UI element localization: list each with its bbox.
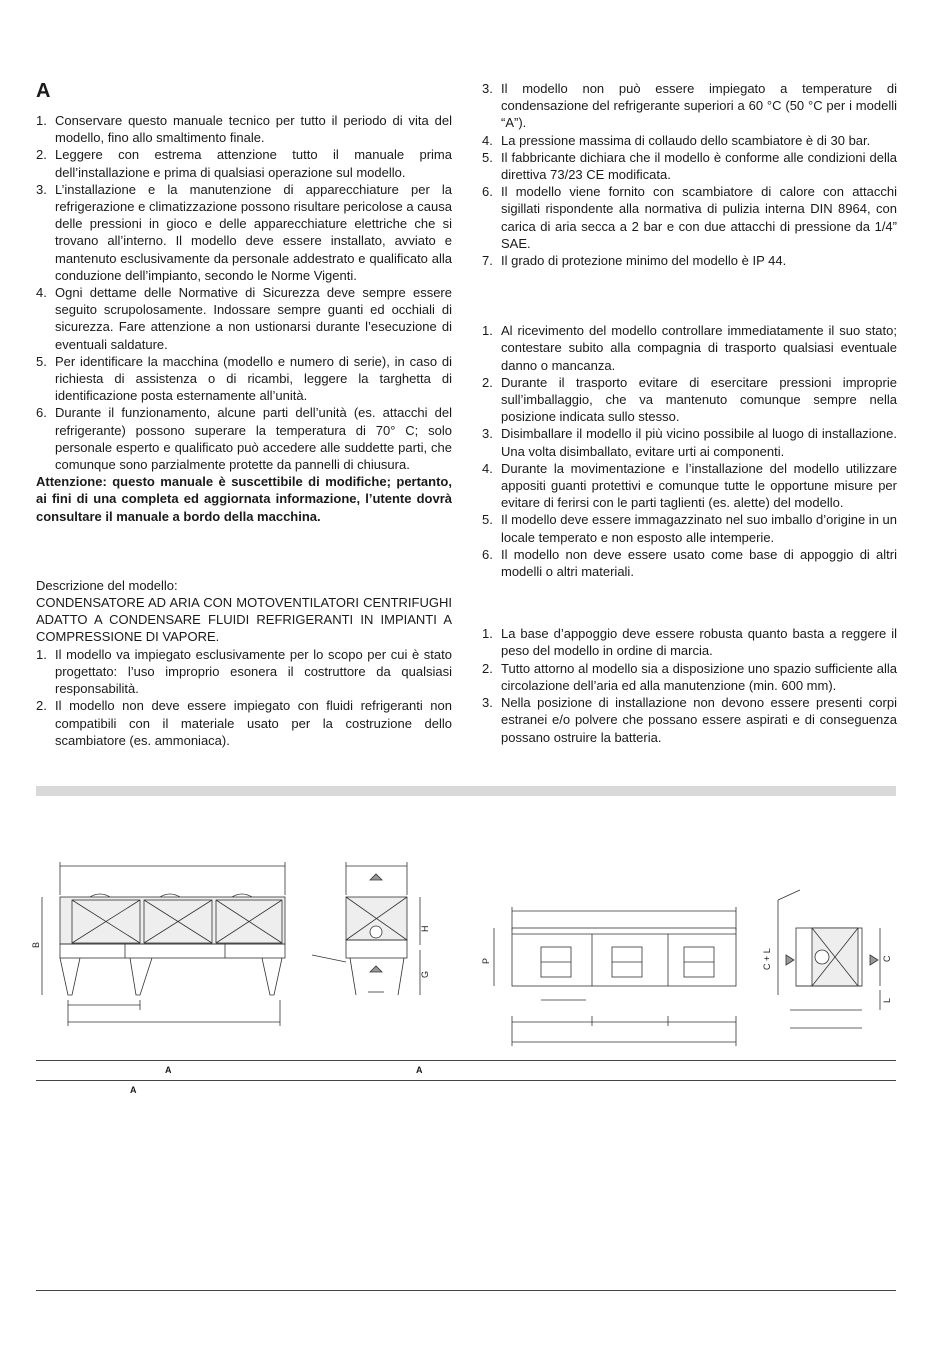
list-item: 6. Il modello non deve essere usato come base di appoggio di altri modelli o altri materiali. [482,546,897,580]
list-item: 6. Durante il funzionamento, alcune parti dell’unità (es. attacchi del refrigerante) possono superare la temperatura di 70° C; solo personale esperto e qualificato può accedere alle suddette parti, che comunque sono parzialmente protette da pannelli di chiusura. [36,405,452,473]
list-item: 1. Conservare questo manuale tecnico per tutto il periodo di vita del modello, fino allo smaltimento finale. [36,113,452,146]
list-item: 2. Leggere con estrema attenzione tutto il manuale prima dell’installazione e prima di qualsiasi operazione sul modello. [36,147,452,180]
dim-label-b: B [31,941,41,948]
list-item: 5. Il modello deve essere immagazzinato nel suo imballo d’origine in un locale temperato e non esposto alle intemperie. [482,512,897,545]
dim-label-c: C [882,955,892,962]
table-header-rule [36,1080,896,1081]
table-top-rule [36,1060,896,1061]
top-view-drawing [494,907,736,1046]
list-item: 1. Il modello va impiegato esclusivamente per lo scopo per cui è stato progettato: l’uso improprio esonera il costruttore da qualsiasi responsabilità. [36,646,452,697]
list-item: 5. Per identificare la macchina (modello e numero di serie), in caso di richiesta di assistenza o di ricambi, leggere la targhetta di identificazione posta esternamente all’unità. [36,353,452,404]
section-view-drawing [778,890,880,1028]
dim-label-h: H [420,925,430,932]
dim-label-c-plus-l: C + L [762,948,772,970]
list-item: 4. La pressione massima di collaudo dello scambiatore è di 30 bar. [482,132,871,148]
model-description-label: Descrizione del modello: [36,577,178,593]
dim-label-l: L [882,997,892,1003]
list-item: 5. Il fabbricante dichiara che il modello è conforme alle condizioni della direttiva 73/23 CE modificata. [482,149,897,183]
list-item: 4. Durante la movimentazione e l’installazione del modello utilizzare appositi guanti protettivi e comunque tutte le opportune misure per evitare di ferirsi con le parti taglienti (es. alette) del modello. [482,460,897,511]
list-item: 3. Disimballare il modello il più vicino possibile al luogo di installazione. Una volta disimballato, evitare urti ai componenti. [482,426,897,459]
list-item: 6. Il modello viene fornito con scambiatore di calore con attacchi sigillati rispondente alla normativa di pulizia interna DIN 8964, con carica di aria secca a 2 bar e con due attacchi di pressione da 1/4” SAE. [482,184,897,251]
dim-label-p: P [481,957,491,964]
list-item: 4. Ogni dettame delle Normative di Sicurezza deve sempre essere seguito scrupolosamente. Indossare sempre guanti ed occhiali di sicurezza. Fare attenzione a non ustionarsi durante l’esecuzione di eventuali saldature. [36,285,452,352]
list-item: 2. Tutto attorno al modello sia a disposizione uno spazio sufficiente alla circolazione dell’aria ed alla manutenzione (min. 600 mm). [482,660,897,693]
list-item: 3. Nella posizione di installazione non devono essere presenti corpi estranei e/o polvere che possano essere aspirati e di conseguenza possano ostruire la batteria. [482,695,897,745]
list-item: 2. Il modello non deve essere impiegato con fluidi refrigeranti non compatibili con il materiale usato per la costruzione dello scambiatore (es. ammoniaca). [36,698,452,748]
front-view-drawing [42,862,285,1026]
section-letter: A [36,80,51,102]
dim-label-g: G [420,970,430,978]
list-item: 1. Al ricevimento del modello controllare immediatamente il suo stato; contestare subito alla compagnia di trasporto qualsiasi eventuale danno o mancanza. [482,323,897,373]
list-item: 2. Durante il trasporto evitare di esercitare pressioni improprie sull’imballaggio, che va mantenuto comunque sempre nella posizione indicata sullo stesso. [482,374,897,425]
manual-warning: Attenzione: questo manuale è suscettibile di modifiche; pertanto, ai fini di una completa ed aggiornata informazione, l’utente dovrà consultare il manuale a bordo della macchina. [36,474,452,524]
bottom-rule [36,1290,896,1291]
list-item: 1. La base d’appoggio deve essere robusta quanto basta a reggere il peso del modello in ordine di marcia. [482,626,897,659]
list-item: 7. Il grado di protezione minimo del modello è IP 44. [482,253,787,269]
side-view-drawing [312,862,420,995]
table-header-a: A [416,1065,423,1075]
list-item: 3. Il modello non può essere impiegato a temperature di condensazione del refrigerante superiori a 60 °C (50 °C per i modelli “A”). [482,81,897,131]
list-item: 3. L’installazione e la manutenzione di apparecchiature per la refrigerazione e climatizzazione possono risultare pericolose a causa delle pressioni in gioco e delle apparecchiature elettriche che si trovano all’interno. Il modello deve essere installato, avviato e mantenuto esclusivamente da personale addestrato e qualificato alla conduzione dell’impianto, secondo le Norme Vigenti. [36,181,452,283]
model-type: CONDENSATORE AD ARIA CON MOTOVENTILATORI CENTRIFUGHI ADATTO A CONDENSARE FLUIDI REFRIGERANTI IN IMPIANTI A COMPRESSIONE DI VAPORE. [36,595,452,645]
table-row-a: A [130,1085,137,1095]
table-header-a: A [165,1065,172,1075]
